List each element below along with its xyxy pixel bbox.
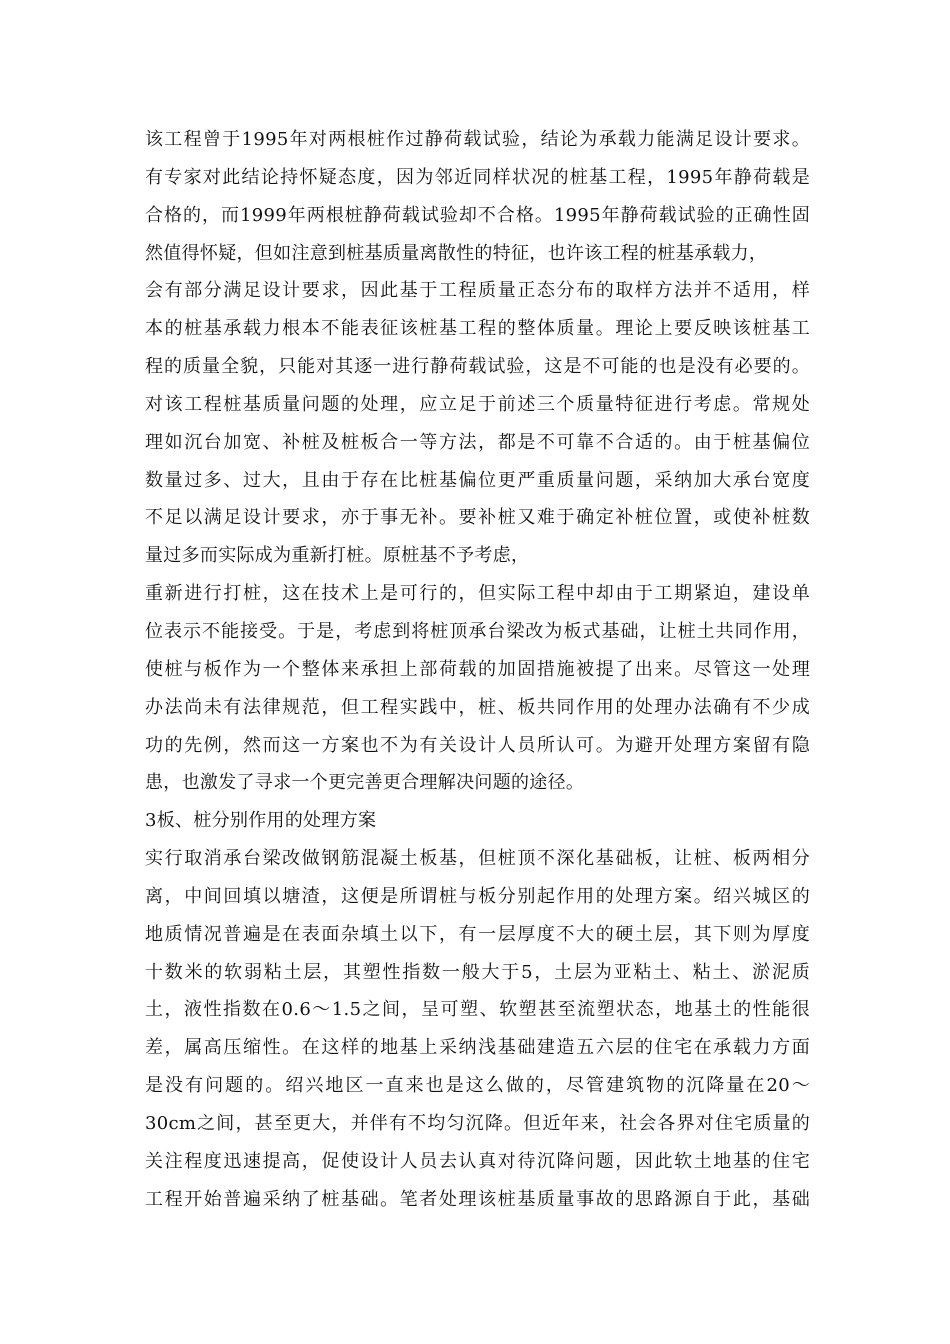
text-line: 3板、桩分别作用的处理方案 <box>145 810 377 832</box>
text-line: 本的桩基承载力根本不能表征该桩基工程的整体质量。理论上要反映该桩基工 <box>145 318 810 340</box>
text-line: 程的质量全貌，只能对其逐一进行静荷载试验，这是不可能的也是没有必要的。 <box>145 356 810 378</box>
text-line: 会有部分满足设计要求，因此基于工程质量正态分布的取样方法并不适用，样 <box>145 280 810 302</box>
text-line: 患，也激发了寻求一个更完善更合理解决问题的途径。 <box>145 772 585 794</box>
text-line: 该工程曾于1995年对两根桩作过静荷载试验，结论为承载力能满足设计要求。 <box>145 129 810 150</box>
text-line: 地质情况普遍是在表面杂填土以下，有一层厚度不大的硬土层，其下则为厚度 <box>145 923 810 945</box>
body-text <box>145 121 810 1218</box>
text-line: 功的先例，然而这一方案也不为有关设计人员所认可。为避开处理方案留有隐 <box>145 734 810 756</box>
text-line: 理如沉台加宽、补桩及桩板合一等方法，都是不可靠不合适的。由于桩基偏位 <box>145 431 810 453</box>
text-line: 实行取消承台梁改做钢筋混凝土板基，但桩顶不深化基础板，让桩、板两相分 <box>145 848 810 870</box>
text-line: 30cm之间，甚至更大，并伴有不均匀沉降。但近年来，社会各界对住宅质量的 <box>145 1112 810 1134</box>
text-line: 使桩与板作为一个整体来承担上部荷载的加固措施被提了出来。尽管这一处理 <box>145 658 810 680</box>
text-line: 重新进行打桩，这在技术上是可行的，但实际工程中却由于工期紧迫，建设单 <box>145 583 810 605</box>
text-line: 数量过多、过大，且由于存在比桩基偏位更严重质量问题，采纳加大承台宽度 <box>145 469 810 491</box>
text-line: 对该工程桩基质量问题的处理，应立足于前述三个质量特征进行考虑。常规处 <box>145 393 810 415</box>
text-line: 量过多而实际成为重新打桩。原桩基不予考虑， <box>145 545 530 567</box>
text-line: 不足以满足设计要求，亦于事无补。要补桩又难于确定补桩位置，或使补桩数 <box>145 507 810 529</box>
text-line: 是没有问题的。绍兴地区一直来也是这么做的，尽管建筑物的沉降量在20～ <box>145 1075 810 1097</box>
text-line: 工程开始普遍采纳了桩基础。笔者处理该桩基质量事故的思路源自于此，基础 <box>145 1188 810 1210</box>
text-line: 土，液性指数在0.6～1.5之间，呈可塑、软塑甚至流塑状态，地基土的性能很 <box>145 999 810 1021</box>
text-line: 合格的，而1999年两根桩静荷载试验却不合格。1995年静荷载试验的正确性固 <box>145 204 810 226</box>
text-line: 关注程度迅速提高，促使设计人员去认真对待沉降问题，因此软土地基的住宅 <box>145 1150 810 1172</box>
text-line: 然值得怀疑，但如注意到桩基质量离散性的特征，也许该工程的桩基承载力， <box>145 242 768 264</box>
text-line: 位表示不能接受。于是，考虑到将桩顶承台梁改为板式基础，让桩土共同作用， <box>145 620 810 642</box>
text-line: 有专家对此结论持怀疑态度，因为邻近同样状况的桩基工程，1995年静荷载是 <box>145 166 810 188</box>
text-line: 差，属高压缩性。在这样的地基上采纳浅基础建造五六层的住宅在承载力方面 <box>145 1037 810 1059</box>
text-line: 十数米的软弱粘土层，其塑性指数一般大于5，土层为亚粘土、粘土、淤泥质 <box>145 961 810 983</box>
text-line: 离，中间回填以塘渣，这便是所谓桩与板分别起作用的处理方案。绍兴城区的 <box>145 885 810 907</box>
text-line: 办法尚未有法律规范，但工程实践中，桩、板共同作用的处理办法确有不少成 <box>145 696 810 718</box>
